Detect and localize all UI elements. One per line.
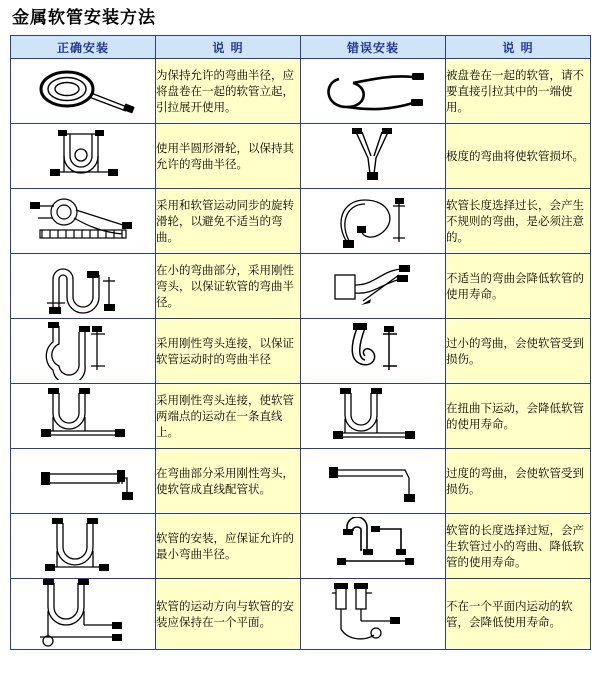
coiled-hose-pulled-figure (301, 59, 446, 124)
same-plane-motion-figure (11, 579, 156, 650)
table-row (11, 59, 591, 124)
header-wrong-note: 说 明 (446, 36, 591, 59)
table-row (11, 254, 591, 319)
rigid-bend-small-radius-figure (11, 254, 156, 319)
note-text: 采用刚性弯头连接，使软管两端点的运动在一条直线上。 (156, 384, 301, 449)
note-text: 为保持允许的弯曲半径，应将盘卷在一起的软管立起，引拉展开使用。 (156, 59, 301, 124)
half-round-sheave-figure (11, 124, 156, 189)
page-title: 金属软管安装方法 (12, 8, 156, 28)
rotating-sheave-chain-figure (11, 189, 156, 254)
table-row (11, 384, 591, 449)
table-row (11, 189, 591, 254)
note-text: 软管长度选择过长，会产生不规则的弯曲，是必须注意的。 (446, 189, 591, 254)
loose-long-hose-figure (301, 189, 446, 254)
note-text: 采用刚性弯头连接，以保证软管运动时的弯曲半径 (156, 319, 301, 384)
note-text: 不适当的弯曲会降低软管的使用寿命。 (446, 254, 591, 319)
table-row (11, 514, 591, 579)
note-text: 被盘卷在一起的软管，请不要直接引拉其中的一端使用。 (446, 59, 591, 124)
note-text: 过度的弯曲，会使软管受到损伤。 (446, 449, 591, 514)
rigid-elbow-connection-figure (11, 319, 156, 384)
header-wrong-install: 错误安装 (301, 36, 446, 59)
minimum-bend-radius-figure (11, 514, 156, 579)
improper-bend-figure (301, 254, 446, 319)
note-text: 软管的安装，应保证允许的最小弯曲半径。 (156, 514, 301, 579)
note-text: 采用和软管运动同步的旋转滑轮，以避免不适当的弯曲。 (156, 189, 301, 254)
sharp-bend-hose-figure (301, 124, 446, 189)
note-text: 在扭曲下运动，会降低软管的使用寿命。 (446, 384, 591, 449)
note-text: 软管的长度选择过短，会产生软管过小的弯曲、降低软管的使用寿命。 (446, 514, 591, 579)
out-of-plane-motion-figure (301, 579, 446, 650)
header-correct-install: 正确安装 (11, 36, 156, 59)
twisted-hose-figure (301, 384, 446, 449)
table-row (11, 579, 591, 650)
table-row (11, 124, 591, 189)
header-correct-note: 说 明 (156, 36, 301, 59)
hose-installation-table (10, 35, 591, 650)
table-row (11, 449, 591, 514)
coiled-hose-upright-figure (11, 59, 156, 124)
note-text: 在弯曲部分采用刚性弯头，使软管成直线配管状。 (156, 449, 301, 514)
over-long-hose-figure (301, 514, 446, 579)
note-text: 不在一个平面内运动的软管，会降低使用寿命。 (446, 579, 591, 650)
note-text: 使用半圆形滑轮，以保持其允许的弯曲半径。 (156, 124, 301, 189)
note-text: 过小的弯曲，会使软管受到损伤。 (446, 319, 591, 384)
note-text: 在小的弯曲部分，采用刚性弯头，以保证软管的弯曲半径。 (156, 254, 301, 319)
table-row (11, 319, 591, 384)
excessive-bend-figure (301, 449, 446, 514)
too-small-bend-figure (301, 319, 446, 384)
note-text: 软管的运动方向与软管的安装应保持在一个平面。 (156, 579, 301, 650)
straight-line-motion-figure (11, 384, 156, 449)
table-header-row (11, 36, 591, 59)
note-text: 极度的弯曲将使软管损坏。 (446, 124, 591, 189)
straight-pipe-elbow-figure (11, 449, 156, 514)
